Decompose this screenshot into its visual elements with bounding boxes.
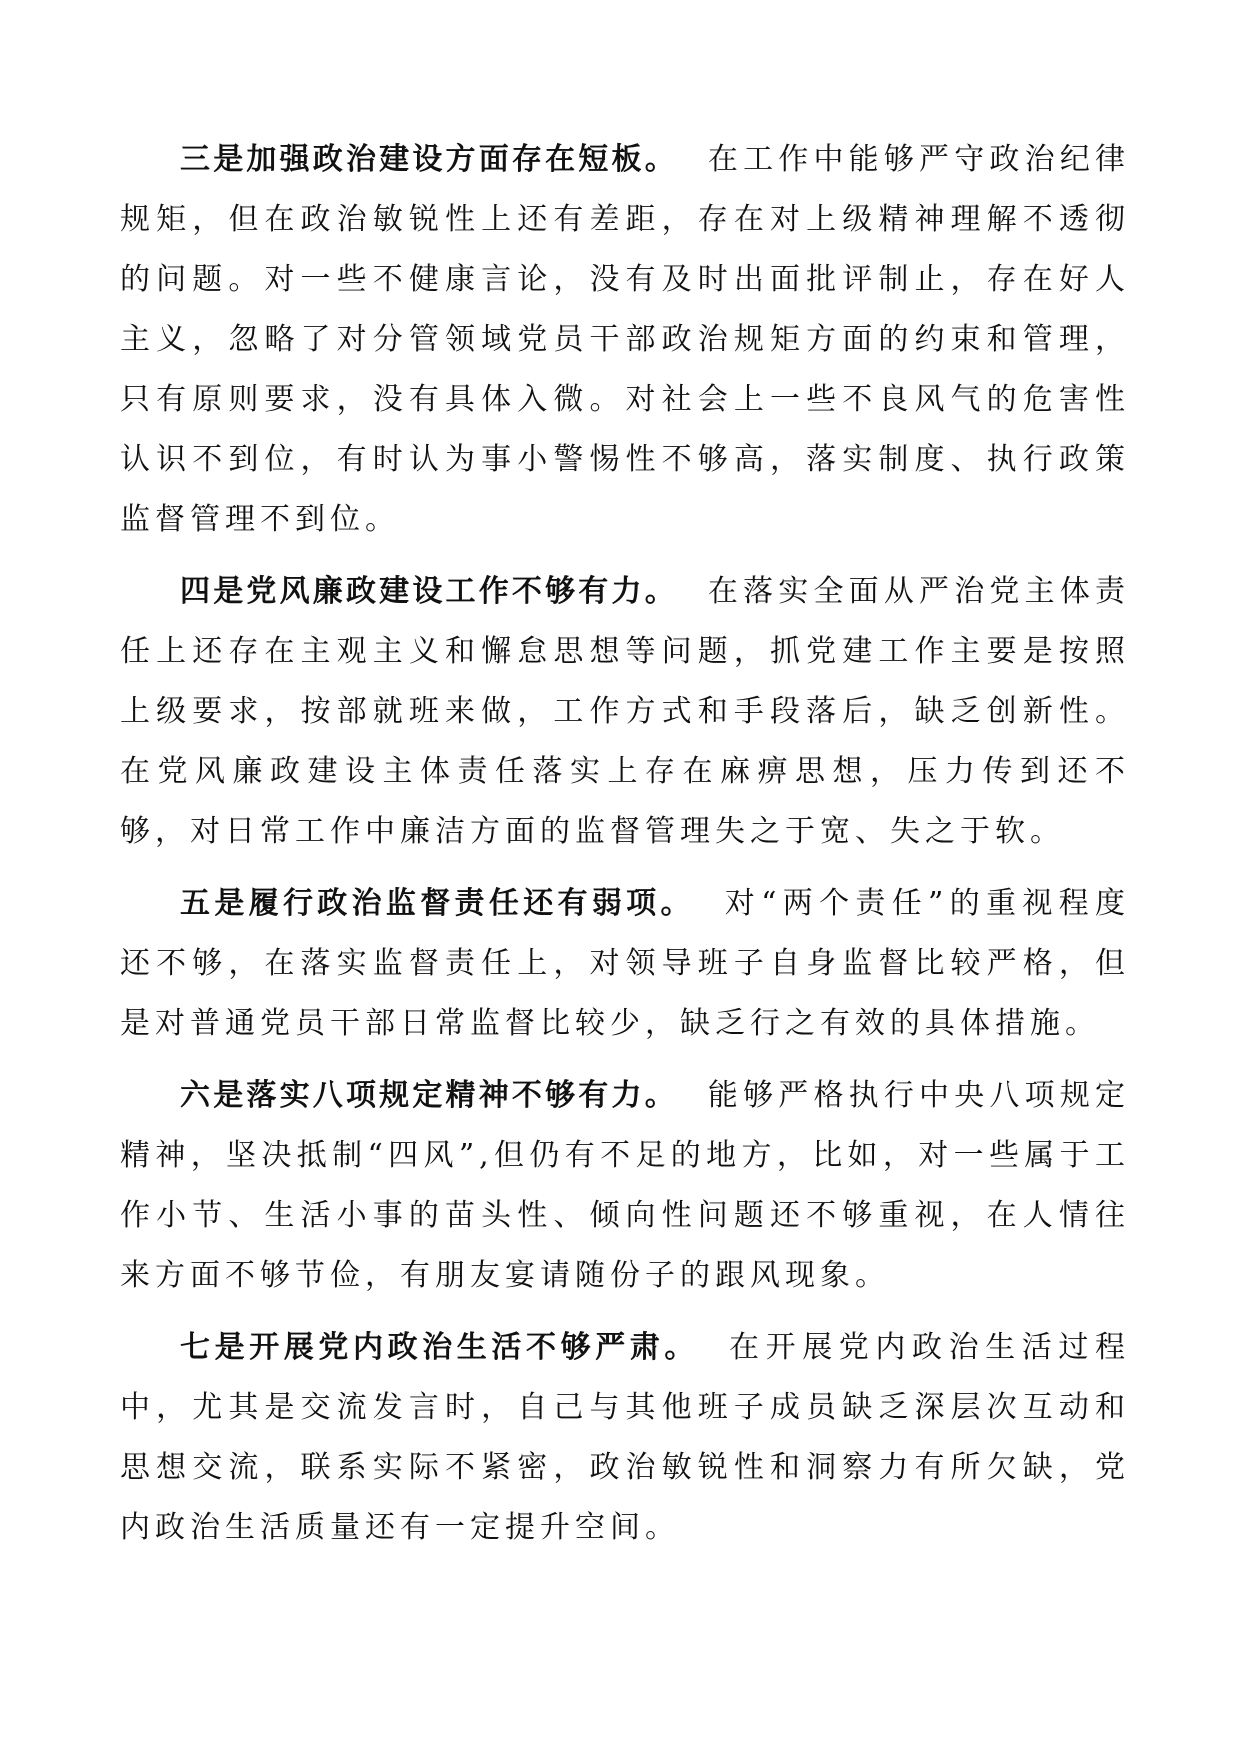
paragraph-heading: 三是加强政治建设方面存在短板。 xyxy=(180,142,678,177)
paragraph-4 xyxy=(120,562,1130,862)
paragraph-5 xyxy=(120,874,1130,1054)
paragraph-6 xyxy=(120,1066,1130,1306)
paragraph-text: 在落实全面从严治党主体责任上还存在主观主义和懈怠思想等问题，抓党建工作主要是按照上级要求，按部就班来做，工作方式和手段落后，缺乏创新性。在党风廉政建设主体责任落实上存在麻痹思想，压力传到还不够，对日常工作中廉洁方面的监督管理失之于宽、失之于软。 xyxy=(120,574,1131,849)
paragraph-text: 对“两个责任”的重视程度还不够，在落实监督责任上，对领导班子自身监督比较严格，但是对普通党员干部日常监督比较少，缺乏行之有效的具体措施。 xyxy=(120,886,1130,1041)
paragraph-text: 能够严格执行中央八项规定精神，坚决抵制“四风”,但仍有不足的地方，比如，对一些属于工作小节、生活小事的苗头性、倾向性问题还不够重视，在人情往来方面不够节俭，有朋友宴请随份子的跟风现象。 xyxy=(120,1078,1131,1293)
paragraph-3 xyxy=(120,130,1130,550)
paragraph-heading: 六是落实八项规定精神不够有力。 xyxy=(180,1078,678,1113)
paragraph-heading: 四是党风廉政建设工作不够有力。 xyxy=(180,574,678,609)
paragraph-7 xyxy=(120,1318,1130,1558)
paragraph-heading: 七是开展党内政治生活不够严肃。 xyxy=(180,1330,699,1365)
paragraph-text: 在开展党内政治生活过程中，尤其是交流发言时，自己与其他班子成员缺乏深层次互动和思想交流，联系实际不紧密，政治敏锐性和洞察力有所欠缺，党内政治生活质量还有一定提升空间。 xyxy=(120,1330,1130,1545)
paragraph-text: 在工作中能够严守政治纪律规矩，但在政治敏锐性上还有差距，存在对上级精神理解不透彻的问题。对一些不健康言论，没有及时出面批评制止，存在好人主义，忽略了对分管领域党员干部政治规矩方面的约束和管理，只有原则要求，没有具体入微。对社会上一些不良风气的危害性认识不到位，有时认为事小警惕性不够高，落实制度、执行政策监督管理不到位。 xyxy=(120,142,1131,537)
paragraph-heading: 五是履行政治监督责任还有弱项。 xyxy=(180,886,695,921)
document-body xyxy=(120,130,1130,1570)
